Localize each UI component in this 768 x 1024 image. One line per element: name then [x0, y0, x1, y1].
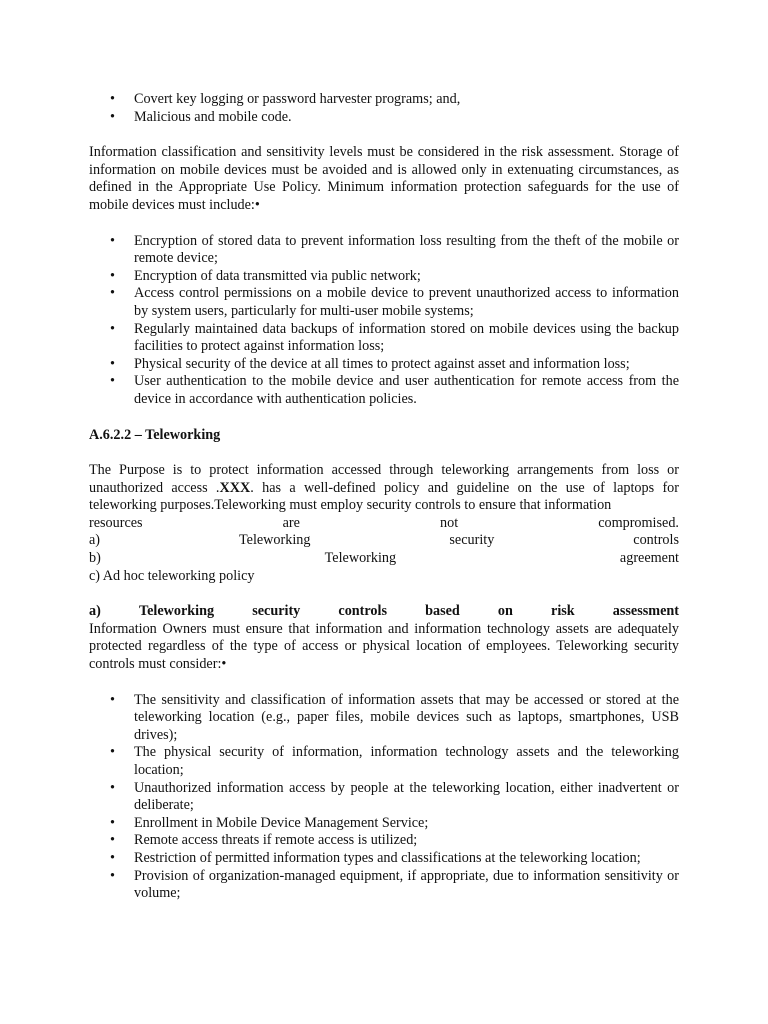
word: a) [89, 532, 101, 549]
controls-paragraph: Information Owners must ensure that information and information technology assets are adequately protected regardless of the type of access or physical location of employees. Teleworking security controls must consider:• [89, 620, 679, 673]
word: Teleworking [238, 532, 311, 549]
list-item: • Remote access threats if remote access is utilized; [89, 832, 679, 850]
word: controls [338, 603, 387, 620]
classification-paragraph: Information classification and sensitivity levels must be considered in the risk assessment. Storage of information on mobile devices must be avoided and is allowed only in extenuating circumstances, as defined in the Appropriate Use Policy. Minimum information protection safeguards for the use of mobile devices must include:• [89, 144, 679, 213]
word: assessment [612, 603, 679, 620]
list-item: • Encryption of stored data to prevent information loss resulting from the theft of the mobile or remote device; [89, 233, 679, 268]
item-b-line [89, 550, 679, 568]
safeguards-list [89, 233, 679, 409]
list-item: • Malicious and mobile code. [89, 109, 679, 127]
word: security [252, 603, 301, 620]
word: a) [89, 603, 101, 620]
item-a-line [89, 532, 679, 550]
list-item: • User authentication to the mobile device and user authentication for remote access from the device in accordance with authentication policies. [89, 373, 679, 408]
word: Teleworking [324, 550, 397, 567]
teleworking-considerations-list [89, 692, 679, 903]
organization-name: XXX [219, 479, 251, 496]
list-item: • Restriction of permitted information types and classifications at the teleworking location; [89, 850, 679, 868]
list-item: • The sensitivity and classification of information assets that may be accessed or stored at the teleworking location (e.g., paper files, mobile devices such as laptops, smartphones, USB drives); [89, 692, 679, 745]
subheading-a [89, 603, 679, 621]
list-item: • The physical security of information, information technology assets and the teleworking location; [89, 744, 679, 779]
word: compromised. [598, 514, 679, 531]
threat-list [89, 91, 679, 126]
word: b) [89, 550, 101, 567]
list-item: • Physical security of the device at all times to protect against asset and information loss; [89, 356, 679, 374]
purpose-text-2: . has a well-defined policy and guideline on the use of laptops for teleworking purposes.Teleworking must employ security controls to ensure that information [89, 479, 680, 514]
word: risk [551, 603, 575, 620]
word: not [440, 514, 459, 531]
word: based [425, 603, 460, 620]
word: Teleworking [138, 603, 215, 620]
word: are [282, 514, 300, 531]
list-item: • Covert key logging or password harvester programs; and, [89, 91, 679, 109]
word: security [449, 532, 495, 549]
list-item: • Encryption of data transmitted via public network; [89, 268, 679, 286]
list-item: • Access control permissions on a mobile device to prevent unauthorized access to information by system users, particularly for multi-user mobile systems; [89, 285, 679, 320]
word: controls [633, 532, 679, 549]
document-page [89, 91, 679, 903]
purpose-text-1: The Purpose is to protect information accessed through teleworking arrangements from loss or unauthorized access . [89, 462, 679, 496]
list-item: • Unauthorized information access by people at the teleworking location, either inadvertent or deliberate; [89, 780, 679, 815]
purpose-paragraph [89, 462, 679, 515]
list-item: • Provision of organization-managed equipment, if appropriate, due to information sensitivity or volume; [89, 868, 679, 903]
purpose-last-line [89, 515, 679, 533]
list-item: • Enrollment in Mobile Device Management Service; [89, 815, 679, 833]
word: resources [89, 514, 143, 531]
word: on [497, 603, 513, 620]
list-item: • Regularly maintained data backups of information stored on mobile devices using the backup facilities to protect against information loss; [89, 321, 679, 356]
item-c-line: c) Ad hoc teleworking policy [89, 567, 255, 584]
section-heading: A.6.2.2 – Teleworking [89, 426, 221, 443]
word: agreement [619, 550, 679, 567]
